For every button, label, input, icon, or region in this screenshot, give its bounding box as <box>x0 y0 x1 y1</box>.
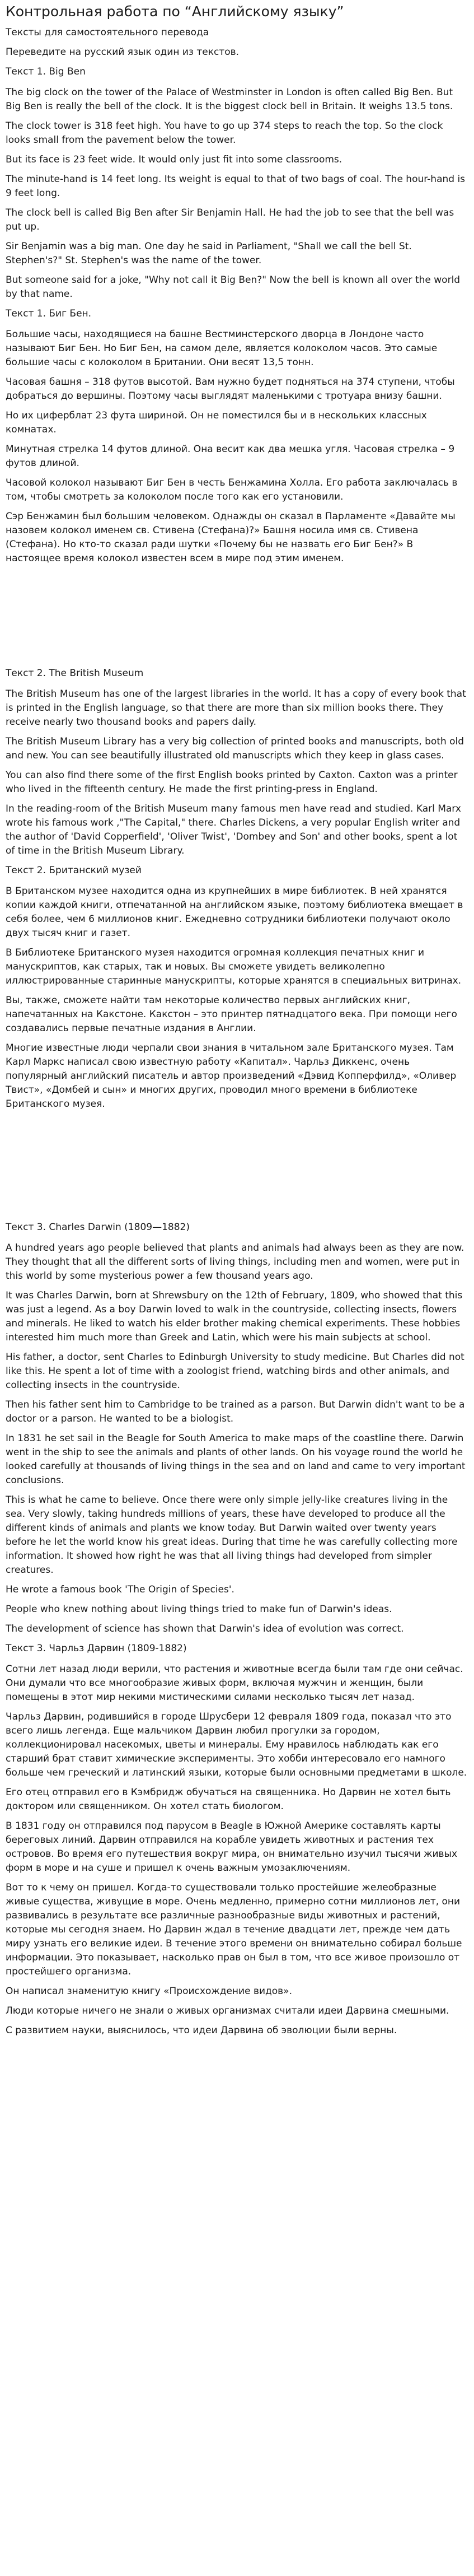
text1-ru-paragraph: Сэр Бенжамин был большим человеком. Однажды он сказал в Парламенте «Давайте мы назовем колокол именем св. Стивена (Стефана)?» Башня носила имя св. Стивена (Стефана). Но кто-то сказал ради шутки «Почему бы не назвать его Биг Бен?» В настоящее время колокол известен всем в мире под этим именем. <box>6 511 456 564</box>
text1-ru-paragraph: Но их циферблат 23 фута шириной. Он не поместился бы и в нескольких классных комнатах. <box>6 410 427 435</box>
text2-en-paragraph: The British Museum has one of the largest libraries in the world. It has a copy of every book that is printed in the English language, so that there are more than six million books there. They receive nearly two thousand books and papers daily. <box>6 688 466 728</box>
blank-space <box>6 571 468 667</box>
text3-en-paragraph: This is what he came to believe. Once there were only simple jelly-like creatures living in the sea. Very slowly, taking hundreds millions of years, these have developed to produce all the different kinds of animals and plants we know today. But Darwin waited over twenty years before he let the world know his great ideas. During that time he was carefully collecting more information. It showed how right he was that all living things had developed from simpler creatures. <box>6 1494 458 1576</box>
text3-en-heading: Текст 3. Charles Darwin (1809—1882) <box>6 1222 190 1233</box>
text3-ru-paragraph: С развитием науки, выяснилось, что идеи Дарвина об эволюции были верны. <box>6 2025 397 2036</box>
text3-ru-paragraph: Его отец отправил его в Кэмбридж обучаться на священника. Но Дарвин не хотел быть доктором или священником. Он хотел стать биологом. <box>6 1787 451 1812</box>
text3-ru-heading: Текст 3. Чарльз Дарвин (1809-1882) <box>6 1643 187 1654</box>
text3-ru-paragraph: В 1831 году он отправился под парусом в Beagle в Южной Америке составлять карты береговых линий. Дарвин отправился на корабле увидеть животных и растения тех островов. Во время его путешествия вокруг мира, он внимательно изучил тысячи живых форм в море и на суше и пришел к очень важным умозаключениям. <box>6 1820 458 1874</box>
text3-en-paragraph: He wrote a famous book 'The Origin of Species'. <box>6 1584 234 1595</box>
text1-en-paragraph: Sir Benjamin was a big man. One day he said in Parliament, "Shall we call the bell St. Stephen's?" St. Stephen's was the name of the tower. <box>6 241 412 266</box>
text1-ru-heading: Текст 1. Биг Бен. <box>6 308 92 319</box>
text1-ru-paragraph: Большие часы, находящиеся на башне Вестминстерского дворца в Лондоне часто называют Биг Бен. Но Биг Бен, на самом деле, является колоколом часов. Это самые большие часы с колоколом в Британии. Они весят 13,5 тонн. <box>6 329 438 368</box>
blank-space <box>6 1117 468 1221</box>
text3-en-paragraph: It was Charles Darwin, born at Shrewsbury on the 12th of February, 1809, who showed that this was just a legend. As a boy Darwin loved to walk in the countryside, collecting insects, flowers and minerals. He liked to watch his elder brother making chemical experiments. These hobbies interested him much more than Greek and Latin, which were his main subjects at school. <box>6 1290 463 1343</box>
text1-en-heading: Текст 1. Big Ben <box>6 66 86 77</box>
text2-ru-paragraph: В Британском музее находится одна из крупнейших в мире библиотек. В ней хранятся копии каждой книги, отпечатанной на английском языке, поэтому библиотека вмещает в себя более, чем 6 миллионов книг. Ежедневно сотрудники библиотеки получают около двух тысяч книг и газет. <box>6 886 463 939</box>
text1-ru-paragraph: Часовая башня – 318 футов высотой. Вам нужно будет подняться на 374 ступени, чтобы добраться до вершины. Поэтому часы выглядят маленькими с тротуара внизу башни. <box>6 376 455 402</box>
text3-ru-paragraph: Люди которые ничего не знали о живых организмах считали идеи Дарвина смешными. <box>6 2005 449 2016</box>
text3-en-paragraph: Then his father sent him to Cambridge to be trained as a parson. But Darwin didn't want to be a doctor or a parson. He wanted to be a biologist. <box>6 1399 465 1424</box>
document-subtitle: Тексты для самостоятельного перевода <box>6 27 209 38</box>
text2-ru-paragraph: В Библиотеке Британского музея находится огромная коллекция печатных книг и манускриптов, как старых, так и новых. Вы сможете увидеть великолепно иллюстрированные старинные манускрипты, которые хранятся в специальных витринах. <box>6 947 462 986</box>
text2-en-paragraph: In the reading-room of the British Museum many famous men have read and studied. Karl Marx wrote his famous work ,"The Capital," there. Charles Dickens, a very popular English writer and the author of 'David Copperfield', 'Oliver Twist', 'Dombey and Son' and other books, spent a lot of time in the British Museum Library. <box>6 803 461 856</box>
text3-ru-paragraph: Вот то к чему он пришел. Когда-то существовали только простейшие желеобразные живые существа, живущие в море. Очень медленно, примерно сотни миллионов лет, они развивались в результате все различные разнообразные виды животных и растений, которые мы сегодня знаем. Но Дарвин ждал в течение двадцати лет, прежде чем дать миру узнать его великие идеи. В течение этого времени он внимательно собирал больше информации. Это показывает, насколько прав он был в том, что все живое произошло от простейшего организма. <box>6 1882 462 1977</box>
text2-ru-paragraph: Многие известные люди черпали свои знания в читальном зале Британского музея. Там Карл Маркс написал свою известную работу «Капитал». Чарльз Диккенс, очень популярный английский писатель и автор произведений «Дэвид Копперфилд», «Оливер Твист», «Домбей и сын» и многих других, проводил много времени в библиотеке Британского музея. <box>6 1042 457 1110</box>
text2-en-paragraph: The British Museum Library has a very big collection of printed books and manuscripts, both old and new. You can see beautifully illustrated old manuscripts which they keep in glass cases. <box>6 736 464 761</box>
document-page <box>0 2 474 2576</box>
text2-en-heading: Текст 2. The British Museum <box>6 668 144 679</box>
text3-en-paragraph: People who knew nothing about living things tried to make fun of Darwin's ideas. <box>6 1604 392 1615</box>
text3-ru-paragraph: Чарльз Дарвин, родившийся в городе Шрусбери 12 февраля 1809 года, показал что это всего лишь легенда. Еще мальчиком Дарвин любил прогулки за городом, коллекционировал насекомых, цветы и минералы. Ему нравилось наблюдать как его старший брат ставит химические эксперименты. Это хобби интересовало его намного больше чем греческий и латинский языки, которые были основными предметами в школе. <box>6 1711 467 1778</box>
text1-en-paragraph: The big clock on the tower of the Palace of Westminster in London is often called Big Ben. But Big Ben is really the bell of the clock. It is the biggest clock bell in Britain. It weighs 13.5 tons. <box>6 87 453 112</box>
text3-en-paragraph: In 1831 he set sail in the Beagle for South America to make maps of the coastline there. Darwin went in the ship to see the animals and plants of other lands. On his voyage round the world he looked carefully at thousands of living things in the sea and on land and came to very important conclusions. <box>6 1433 466 1486</box>
text1-ru-paragraph: Минутная стрелка 14 футов длиной. Она весит как два мешка угля. Часовая стрелка – 9 футов длиной. <box>6 444 455 469</box>
text1-en-paragraph: The clock bell is called Big Ben after Sir Benjamin Hall. He had the job to see that the bell was put up. <box>6 207 454 232</box>
text1-ru-paragraph: Часовой колокол называют Биг Бен в честь Бенжамина Холла. Его работа заключалась в том, чтобы смотреть за колоколом после того как его установили. <box>6 477 458 502</box>
text3-ru-paragraph: Он написал знаменитую книгу «Происхождение видов». <box>6 1986 292 1997</box>
text2-en-paragraph: You can also find there some of the first English books printed by Caxton. Caxton was a printer who lived in the fifteenth century. He made the first printing-press in England. <box>6 770 458 795</box>
text3-en-paragraph: The development of science has shown that Darwin's idea of evolution was correct. <box>6 1623 404 1634</box>
text1-en-paragraph: But someone said for a joke, "Why not call it Big Ben?" Now the bell is known all over the world by that name. <box>6 274 461 300</box>
text1-en-paragraph: The clock tower is 318 feet high. You have to go up 374 steps to reach the top. So the clock looks small from the pavement below the tower. <box>6 120 443 146</box>
text1-en-paragraph: The minute-hand is 14 feet long. Its weight is equal to that of two bags of coal. The hour-hand is 9 feet long. <box>6 174 466 199</box>
instruction-text: Переведите на русский язык один из текстов. <box>6 46 240 58</box>
document-title: Контрольная работа по “Английскому языку” <box>6 3 344 20</box>
text3-en-paragraph: A hundred years ago people believed that plants and animals had always been as they are now. They thought that all the different sorts of living things, including men and women, were put in this world by some mysterious power a few thousand years ago. <box>6 1242 464 1282</box>
text3-ru-paragraph: Сотни лет назад люди верили, что растения и животные всегда были там где они сейчас. Они думали что все многообразие живых форм, включая мужчин и женщин, были помещены в этот мир некими мистическими силами несколько тысяч лет назад. <box>6 1664 463 1703</box>
text2-ru-heading: Текст 2. Британский музей <box>6 865 142 876</box>
text3-en-paragraph: His father, a doctor, sent Charles to Edinburgh University to study medicine. But Charles did not like this. He spent a lot of time with a zoologist friend, watching birds and other animals, and collecting insects in the countryside. <box>6 1352 464 1391</box>
text2-ru-paragraph: Вы, также, сможете найти там некоторые количество первых английских книг, напечатанных на Какстоне. Какстон – это принтер пятнадцатого века. При помощи него создавались первые печатные издания в Англии. <box>6 995 457 1034</box>
text1-en-paragraph: But its face is 23 feet wide. It would only just fit into some classrooms. <box>6 154 342 165</box>
